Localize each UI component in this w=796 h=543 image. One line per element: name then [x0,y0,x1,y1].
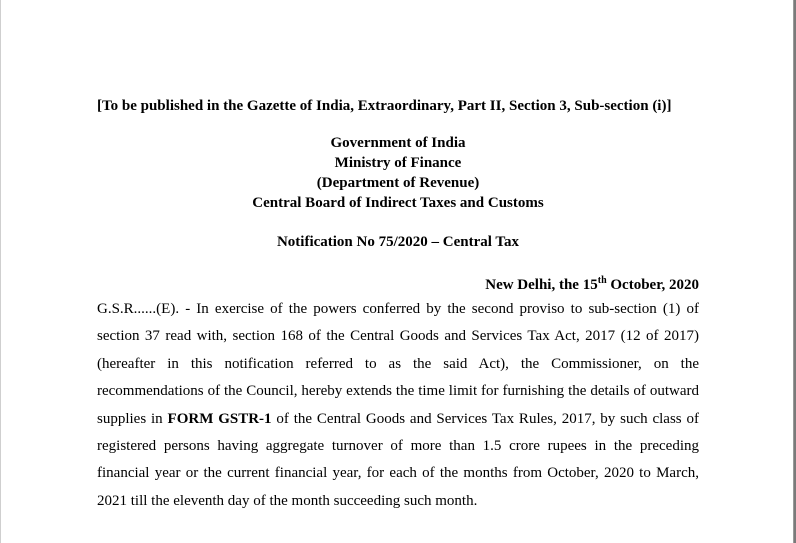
authority-government: Government of India [330,135,466,151]
issuing-authority [97,133,699,213]
notification-body [97,296,699,515]
authority-department: (Department of Revenue) [316,175,480,191]
authority-ministry: Ministry of Finance [334,155,462,171]
dateline-prefix: New Delhi, the 15 [485,277,598,293]
dateline-ordinal: th [597,275,607,286]
document-content [97,96,699,515]
body-part-2: of the Central Goods and Services Tax Rules, 2017, by such class of registered persons having aggregate turnover of more than 1.5 crore rupees in the preceding financial year or the current financial year, for each of the months from October, 2020 to March, 2021 till the eleventh day of the month succeeding such month. [97,410,699,509]
notification-title: Notification No 75/2020 – Central Tax [276,234,520,250]
authority-board: Central Board of Indirect Taxes and Customs [252,195,544,211]
gazette-header: [To be published in the Gazette of India, Extraordinary, Part II, Section 3, Sub-section (i)] [97,98,672,114]
form-name: FORM GSTR-1 [167,410,272,427]
body-part-1: G.S.R......(E). - In exercise of the powers conferred by the second proviso to sub-section (1) of section 37 read with, section 168 of the Central Goods and Services Tax Act, 2017 (12 of 2017) (hereafter in this notification referred to as the said Act), the Commissioner, on the recommendations of the Council, hereby extends the time limit for furnishing the details of outward supplies in [97,301,699,427]
dateline [97,275,699,295]
dateline-suffix: October, 2020 [606,277,699,293]
